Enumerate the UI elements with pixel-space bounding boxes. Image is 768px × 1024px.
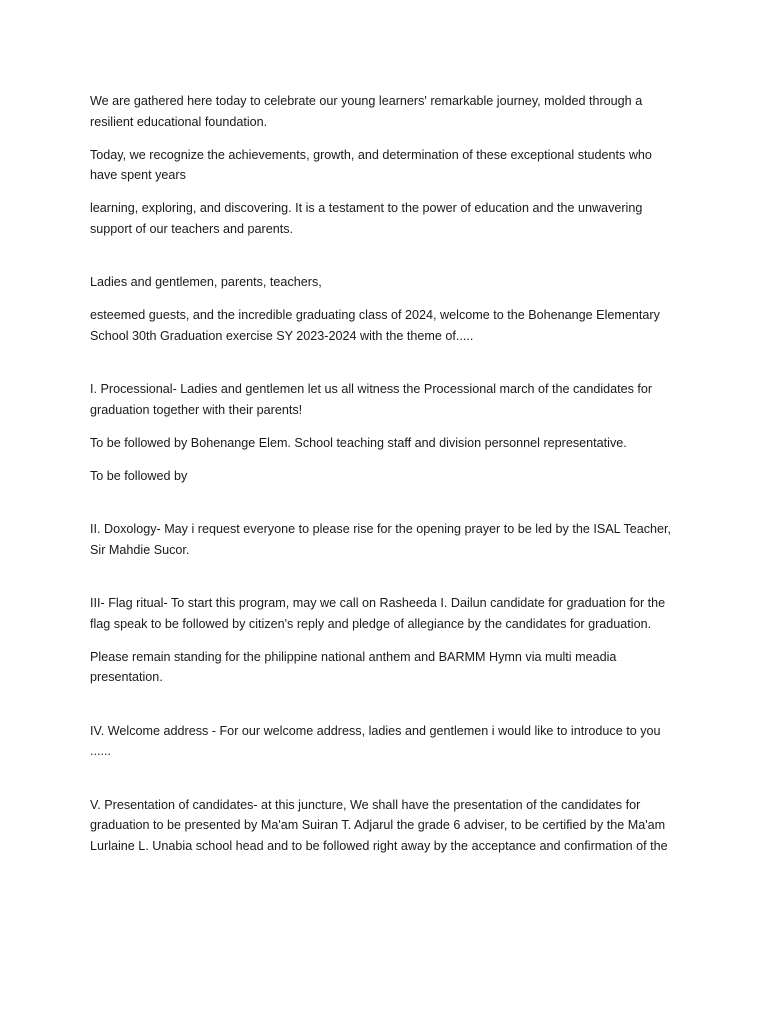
paragraph-processional: I. Processional- Ladies and gentlemen let us all witness the Processional march of the candidates for graduation together with their parents! [90, 382, 653, 417]
paragraph-recognize: Today, we recognize the achievements, growth, and determination of these exceptional students who have spent years [90, 147, 652, 182]
paragraph-welcome-address: IV. Welcome address - For our welcome address, ladies and gentlemen i would like to introduce to you ...... [90, 723, 661, 758]
paragraph-greeting: Ladies and gentlemen, parents, teachers, [90, 275, 322, 289]
paragraph-followed-by: To be followed by [90, 468, 188, 483]
paragraph-followed-staff: To be followed by Bohenange Elem. School teaching staff and division personnel representative. [90, 435, 627, 450]
paragraph-anthem: Please remain standing for the philippine national anthem and BARMM Hymn via multi meadia presentation. [90, 649, 617, 684]
paragraph-welcome: esteemed guests, and the incredible graduating class of 2024, welcome to the Bohenange Elementary School 30th Graduation exercise SY 2023-2024 with the theme of..... [90, 308, 660, 343]
paragraph-presentation: V. Presentation of candidates- at this juncture, We shall have the presentation of the candidates for graduation to be presented by Ma'am Suiran T. Adjarul the grade 6 adviser, to be certified by the Ma'am Lurlaine L. Unabia school head and to be followed right away by the acceptance and confirmation of the [90, 797, 668, 853]
paragraph-intro: We are gathered here today to celebrate our young learners' remarkable journey, molded through a resilient educational foundation. [90, 94, 643, 129]
paragraph-learning: learning, exploring, and discovering. It is a testament to the power of education and the unwavering support of our teachers and parents. [90, 201, 643, 236]
paragraph-flag-ritual: III- Flag ritual- To start this program, may we call on Rasheeda I. Dailun candidate for graduation for the flag speak to be followed by citizen's reply and pledge of allegiance by the candidates for graduation. [90, 596, 666, 631]
document-page [90, 91, 680, 869]
paragraph-doxology: II. Doxology- May i request everyone to please rise for the opening prayer to be led by the ISAL Teacher, Sir Mahdie Sucor. [90, 522, 672, 557]
